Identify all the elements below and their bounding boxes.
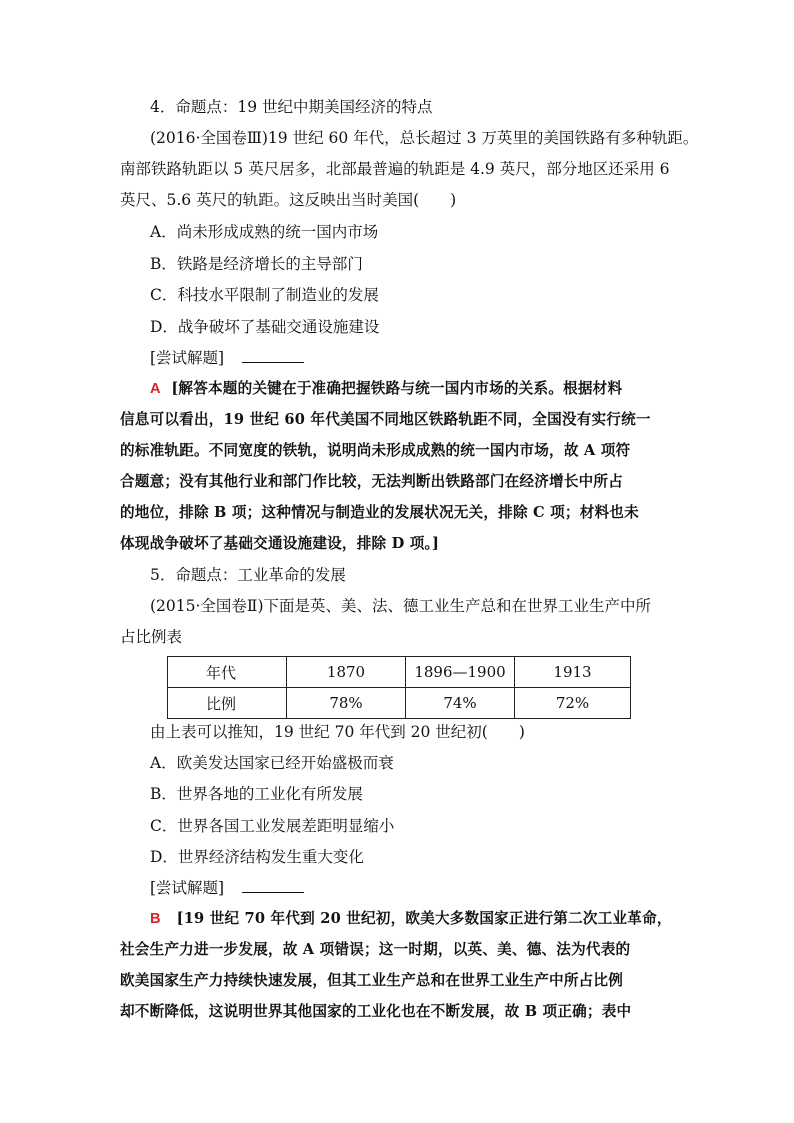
q4-option-b: B．铁路是经济增长的主导部门: [150, 255, 363, 273]
q5-data-table: [167, 656, 631, 719]
q4-explanation-line-6: 体现战争破坏了基础交通设施建设，排除 D 项。]: [120, 535, 440, 552]
q5-explanation-line-4: 却不断降低，这说明世界其他国家的工业化也在不断发展，故 B 项正确；表中: [120, 1003, 632, 1020]
q4-explanation-line-1: A [解答本题的关键在于准确把握铁路与统一国内市场的关系。根据材料: [150, 380, 623, 397]
q4-try-row: [150, 347, 304, 369]
q5-stem-line-2: 占比例表: [120, 628, 183, 646]
q4-explanation-line-3: 的标准轨距。不同宽度的铁轨，说明尚未形成成熟的统一国内市场，故 A 项符: [120, 442, 631, 459]
q5-explanation-line-2: 社会生产力进一步发展，故 A 项错误；这一时期，以英、美、德、法为代表的: [120, 941, 631, 958]
q5-option-a: A．欧美发达国家已经开始盛极而衰: [150, 754, 394, 772]
q5-answer: B: [150, 911, 161, 927]
q5-stem-line-1: (2015·全国卷Ⅱ)下面是英、美、法、德工业生产总和在世界工业生产中所: [150, 597, 652, 615]
q4-title: 4．命题点：19 世纪中期美国经济的特点: [150, 98, 433, 116]
table-cell: 1896—1900: [406, 657, 515, 688]
q5-try-row: [150, 877, 304, 899]
q5-option-b: B．世界各地的工业化有所发展: [150, 785, 363, 803]
q5-question: 由上表可以推知，19 世纪 70 年代到 20 世纪初( ): [150, 723, 525, 741]
q4-answer: A: [150, 381, 161, 397]
table-cell: 年代: [168, 657, 287, 688]
table-row: [168, 657, 631, 688]
table-cell: 74%: [406, 688, 515, 719]
q5-option-d: D．世界经济结构发生重大变化: [150, 848, 364, 866]
q5-option-c: C．世界各国工业发展差距明显缩小: [150, 817, 395, 835]
q4-try-label: [尝试解题]: [150, 349, 225, 367]
q5-explanation-line-1: B [19 世纪 70 年代到 20 世纪初，欧美大多数国家正进行第二次工业革命，: [150, 910, 672, 927]
q4-stem-line-3: 英尺、5.6 英尺的轨距。这反映出当时美国( ): [120, 191, 457, 209]
q4-explanation-line-2: 信息可以看出，19 世纪 60 年代美国不同地区铁路轨距不同，全国没有实行统一: [120, 411, 651, 428]
table-row: [168, 688, 631, 719]
table-cell: 78%: [287, 688, 406, 719]
q4-option-a: A．尚未形成成熟的统一国内市场: [150, 223, 379, 241]
q4-explanation-line-5: 的地位，排除 B 项；这种情况与制造业的发展状况无关，排除 C 项；材料也未: [120, 504, 639, 521]
q4-stem-line-2: 南部铁路轨距以 5 英尺居多，北部最普遍的轨距是 4.9 英尺，部分地区还采用 6: [120, 160, 670, 178]
table-cell: 1913: [515, 657, 631, 688]
q5-answer-blank[interactable]: [242, 878, 304, 893]
q4-answer-blank[interactable]: [242, 348, 304, 363]
q4-explanation-line-4: 合题意；没有其他行业和部门作比较，无法判断出铁路部门在经济增长中所占: [120, 473, 623, 490]
q4-option-d: D．战争破坏了基础交通设施建设: [150, 318, 380, 336]
q4-stem-line-1: (2016·全国卷Ⅲ)19 世纪 60 年代，总长超过 3 万英里的美国铁路有多种轨距。: [150, 129, 699, 147]
q5-try-label: [尝试解题]: [150, 879, 225, 897]
q5-title: 5．命题点：工业革命的发展: [150, 566, 346, 584]
q5-explanation-line-3: 欧美国家生产力持续快速发展，但其工业生产总和在世界工业生产中所占比例: [120, 972, 623, 989]
table-cell: 72%: [515, 688, 631, 719]
table-cell: 1870: [287, 657, 406, 688]
table-cell: 比例: [168, 688, 287, 719]
q4-option-c: C．科技水平限制了制造业的发展: [150, 286, 379, 304]
